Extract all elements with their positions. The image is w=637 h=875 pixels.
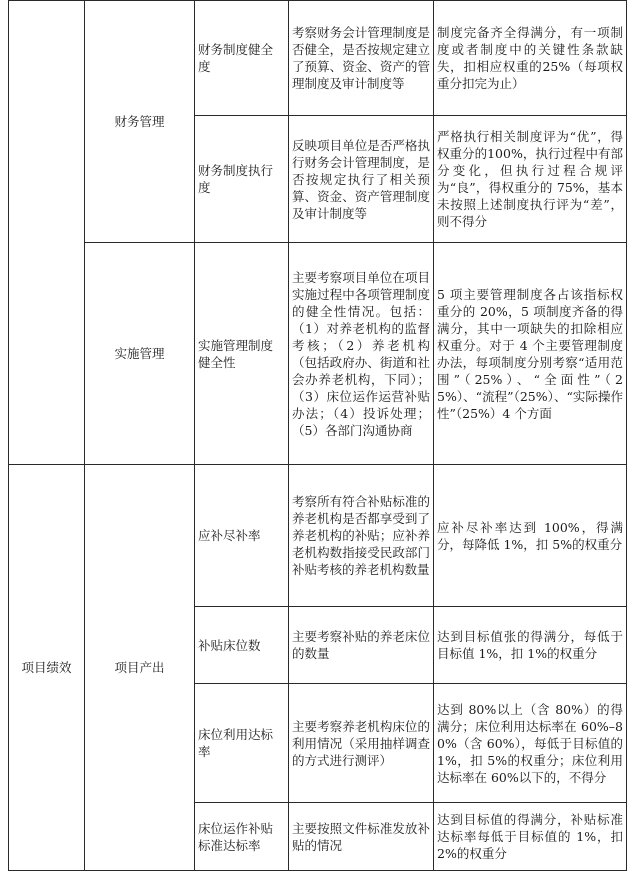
indicator-content-cell: 主要考察补贴的养老床位的数量 (289, 607, 434, 684)
level1-cell: 项目绩效 (9, 465, 85, 871)
indicator-content-cell: 主要考察养老机构床位的利用情况（采用抽样调查的方式进行测评） (289, 684, 434, 803)
scoring-standard-cell: 达到目标值的得满分，补贴标准达标率每低于目标值的 1%，扣 2%的权重分 (434, 803, 627, 871)
level2-cell: 财务管理 (85, 1, 195, 243)
scoring-standard-cell: 制度完备齐全得满分，有一项制度或者制度中的关键性条款缺失，扣相应权重的25%（每项权重分扣完为止） (434, 1, 627, 116)
scoring-standard-cell: 严格执行相关制度评为“优”，得权重分的100%，执行过程中有部分变化，但执行过程合规评为“良”，得权重分的 75%，基本未按照上述制度执行评为“差”，则不得分 (434, 116, 627, 243)
table-row (9, 1, 627, 116)
table-row (9, 465, 627, 607)
level2-cell: 实施管理 (85, 243, 195, 465)
indicator-name-cell: 实施管理制度健全性 (195, 243, 289, 465)
indicator-name-cell: 床位利用达标率 (195, 684, 289, 803)
indicator-name-cell: 补贴床位数 (195, 607, 289, 684)
indicator-content-cell: 主要考察项目单位在项目实施过程中各项管理制度的健全性情况。包括：（1）对养老机构的监督考核；（2）养老机构（包括政府办、街道和社会办养老机构，下同）；（3）床位运作运营补贴办法；（4）投诉处理；（5）各部门沟通协商 (289, 243, 434, 465)
table-row (9, 243, 627, 465)
indicator-name-cell: 应补尽补率 (195, 465, 289, 607)
scoring-standard-cell: 5 项主要管理制度各占该指标权重分的 20%，5 项制度齐备的得满分，其中一项缺失的扣除相应权重分。对于 4 个主要管理制度办法，每项制度分别考察“适用范围”（25%）、“全面性”（25%）、“流程”（25%）、“实际操作性”（25%）4 个方面 (434, 243, 627, 465)
indicator-content-cell: 主要按照文件标准发放补贴的情况 (289, 803, 434, 871)
scoring-standard-cell: 达到 80%以上（含 80%）的得满分；床位利用达标率在 60%–80%（含 60%），每低于目标值的 1%，扣 5%的权重分；床位利用达标率在 60%以下的，不得分 (434, 684, 627, 803)
scoring-standard-cell: 达到目标值张的得满分，每低于目标值 1%，扣 1%的权重分 (434, 607, 627, 684)
level1-cell (9, 1, 85, 465)
indicator-name-cell: 财务制度执行度 (195, 116, 289, 243)
indicator-name-cell: 床位运作补贴标准达标率 (195, 803, 289, 871)
indicator-content-cell: 反映项目单位是否严格执行财务会计管理制度，是否按规定执行了相关预算、资金、资产管理制度及审计制度等 (289, 116, 434, 243)
level2-cell: 项目产出 (85, 465, 195, 871)
indicator-content-cell: 考察所有符合补贴标准的养老机构是否都享受到了养老机构的补贴；应补养老机构数指接受民政部门补贴考核的养老机构数量 (289, 465, 434, 607)
indicator-content-cell: 考察财务会计管理制度是否健全，是否按规定建立了预算、资金、资产的管理制度及审计制度等 (289, 1, 434, 116)
evaluation-indicator-table (8, 0, 627, 871)
indicator-name-cell: 财务制度健全度 (195, 1, 289, 116)
scoring-standard-cell: 应补尽补率达到 100%，得满分，每降低 1%，扣 5%的权重分 (434, 465, 627, 607)
